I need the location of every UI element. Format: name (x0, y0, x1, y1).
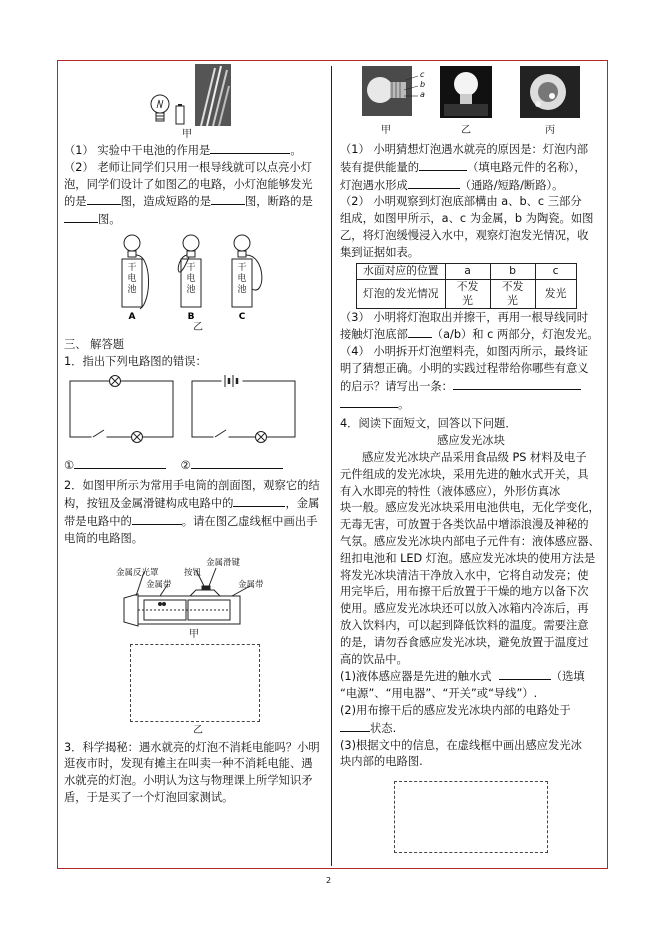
answer-blank[interactable] (419, 159, 467, 171)
figure-caption-jia-2: 甲 (189, 628, 199, 640)
article-line: 高的饮品中。 (340, 652, 408, 666)
question-3-1-answers: ① ② (64, 457, 326, 475)
sub-question-3-line1: (3)根据文中的信息，在虚线框中画出感应发光冰 (340, 738, 582, 752)
part-1-line2: 装有提供能量的 （填电路元件的名称）， (340, 160, 586, 174)
question-3-2-line4: 电筒的电路图。 (64, 531, 144, 545)
question-3-3-line1: 3．科学揭秘：遇水就亮的灯泡不消耗电能吗？小明 (64, 740, 320, 754)
question-2-1: （1） 实验中干电池的作用是 。 (64, 144, 302, 157)
label-metal-reflector: 金属反光罩 (116, 567, 159, 578)
question-4-title: 4．阅读下面短文，回答以下问题． (340, 417, 517, 431)
column-divider (331, 66, 332, 866)
table-row (357, 263, 577, 279)
article-line: 纽扣电池和 LED 灯泡。感应发光冰块的使用方法是 (340, 551, 596, 565)
part-3-line2: 接触灯泡底部 （a/b）和 c 两部分，灯泡发光。 (340, 328, 599, 342)
sub-question-2-line2: 状态. (340, 720, 602, 738)
question-3-1: 1．指出下列电路图的错误： (64, 354, 207, 368)
observation-table (356, 263, 577, 309)
part-3-line1: （3） 小明将灯泡取出并擦干，再用一根导线同时 (340, 310, 589, 324)
article-line: 使用。感应发光冰块还可以放入冰箱内冷冻后，再 (340, 602, 589, 616)
right-column (340, 64, 602, 853)
part-4-line4: 。 (340, 396, 602, 414)
table-cell: 灯泡的发光情况 (357, 279, 446, 308)
article-line: 用完毕后，用布擦干后放置于干燥的地方以备下次 (340, 585, 589, 599)
part-4-line1: （4） 小明拆开灯泡塑料壳，如图丙所示，最终证 (340, 345, 589, 359)
photo-labels: c b a (420, 70, 426, 99)
answer-blank[interactable] (340, 396, 398, 408)
answer-blank[interactable] (453, 378, 581, 390)
figure-caption-yi: 乙 (193, 321, 203, 333)
bulb-label-b: B (187, 311, 195, 322)
answer-blank[interactable] (210, 142, 290, 154)
bulb-icon (151, 95, 169, 121)
article-line: 感应发光冰块产品采用食品级 PS 材料及电子 (362, 450, 587, 464)
table-cell: 水面对应的位置 (357, 263, 446, 279)
bulb-label-a: A (128, 311, 136, 322)
part-2-line1: （2） 小明观察到灯泡底部構由 a、b、c 三部分 (340, 195, 582, 209)
article-title: 感应发光冰块 (437, 434, 505, 448)
battery-label-b: 干 电 池 (186, 262, 196, 295)
part-1-line3: 灯泡遇水形成 （通路/短路/断路）。 (340, 178, 564, 192)
sub-question-3-line2: 块内部的电路图. (340, 755, 423, 769)
table-cell: 不发光 (445, 279, 490, 308)
part-4-line3: 的启示？请写出一条： (340, 378, 602, 396)
question-3-2-line1: 2．如图甲所示为常用手电筒的剖面图，观察它的结 (64, 479, 320, 493)
label-metal-slider: 金属滑键 (206, 557, 241, 568)
question-3-3-line2: 逛夜市时，发现有摊主在叫卖一种不消耗电能、遇 (64, 757, 313, 771)
question-3-3-line4: 盾，于是买了一个灯泡回家测试。 (64, 790, 234, 804)
answer-blank[interactable] (87, 193, 121, 205)
article-line: 有入水即亮的特性（液体感应），外形仿真冰 (340, 484, 561, 498)
label-metal-strip-right: 金属带 (238, 579, 264, 590)
photo-caption-jia: 甲 (381, 125, 391, 136)
table-cell: 发光 (535, 279, 576, 308)
figure-faulty-circuits (64, 371, 326, 457)
drawing-box-ice-cube[interactable] (394, 781, 548, 853)
sub-question-1-line2: “电源”、“用电器”、“开关”或“导线”）. (340, 687, 538, 701)
article-line: 放入饮料内，可以起到降低饮料的温度。需要注意 (340, 618, 589, 632)
figure-caption-jia: 甲 (182, 129, 192, 140)
bulb-in-water-photo (440, 66, 492, 118)
figure-caption-yi-2: 乙 (193, 724, 203, 736)
part-2-line3: 乙，将灯泡缓慢浸入水中，观察灯泡发光情况，收 (340, 228, 589, 242)
article-line: 的是，请勿吞食感应发光冰块，避免放置于温度过 (340, 635, 589, 649)
wires-photo (195, 64, 231, 126)
photo-caption-yi: 乙 (461, 125, 471, 136)
battery-label-c: 干 电 池 (237, 262, 247, 295)
figure-bulb-photos (340, 64, 602, 142)
circuit-diagram-2 (192, 373, 295, 443)
answer-blank[interactable] (74, 457, 166, 469)
answer-blank[interactable] (499, 668, 551, 680)
answer-blank[interactable] (340, 720, 370, 732)
question-2-2-line4: 图。 (64, 211, 326, 229)
part-2-line4: 集到证据如表。 (340, 245, 420, 259)
photo-caption-bing: 丙 (545, 125, 555, 136)
bulb-opened-photo (520, 66, 580, 118)
battery-label-a: 干 电 池 (127, 262, 137, 295)
figure-bulb-battery-wires (64, 64, 326, 142)
article-line: 气氛。感应发光冰块内部电子元件有：液体感应器、 (340, 534, 600, 548)
answer-blank[interactable] (191, 457, 283, 469)
question-2-2-line1: （2） 老师让同学们只用一根导线就可以点亮小灯 (64, 160, 313, 174)
article-line: 元件组成的发光冰块，采用先进的触水式开关，具 (340, 467, 589, 481)
battery-icon (176, 104, 184, 124)
drawing-box-flashlight[interactable] (130, 644, 260, 722)
table-cell: a (445, 263, 490, 279)
question-3-3-line3: 水就亮的灯泡。小明认为这与物理课上所学知识矛 (64, 774, 313, 788)
left-column (64, 64, 326, 807)
circuit-diagram-1 (70, 375, 173, 443)
label-button: 按钮 (184, 567, 202, 578)
label-metal-strip-left: 金属带 (146, 579, 172, 590)
sub-question-1-line1: (1)液体感应器是先进的触水式 （选填 (340, 670, 585, 684)
part-4-line2: 明了猜想正确。小明的实践过程带给你哪些有意义 (340, 361, 589, 375)
article-line: 块一般。感应发光冰块采用电池供电，无化学变化， (340, 501, 600, 515)
answer-blank[interactable] (132, 513, 182, 525)
table-cell: b (490, 263, 535, 279)
answer-blank[interactable] (233, 495, 285, 507)
sub-question-2-line1: (2)用布擦干后的感应发光冰块内部的电路处于 (340, 703, 571, 717)
article-line: 将发光冰块清洁干净放入水中，它将自动发亮；使 (340, 568, 589, 582)
question-3-2-line2: 构，按钮及金属滑键构成电路中的 ，金属 (64, 497, 320, 511)
part-2-line2: 组成，如图甲所示，a、c 为金属，b 为陶瓷。如图 (340, 212, 594, 226)
question-3-2-line3: 带是电路中的 。请在图乙虚线框中画出手 (64, 514, 318, 528)
bulb-base-photo (362, 66, 418, 116)
answer-blank[interactable] (408, 177, 460, 189)
answer-blank[interactable] (64, 211, 98, 223)
table-row (357, 279, 577, 308)
article-body (340, 450, 602, 668)
section-heading: 三、 解答题 (64, 337, 125, 351)
article-line: 无毒无害，可放置于各类饮品中增添浪漫及神秘的 (340, 518, 589, 532)
question-2-2-line2: 泡，同学们设计了如图乙的电路，小灯泡能够发光 (64, 177, 313, 191)
bulb-label-c: C (238, 311, 246, 322)
figure-three-circuits (64, 229, 326, 335)
answer-blank[interactable] (408, 326, 432, 338)
table-cell: 不发光 (490, 279, 535, 308)
part-1-line1: （1） 小明猜想灯泡遇水就亮的原因是：灯泡内部 (340, 143, 589, 156)
figure-flashlight (64, 548, 326, 640)
question-2-2-line3: 的是 图，造成短路的是 图，断路的是 (64, 195, 313, 209)
answer-blank[interactable] (211, 193, 245, 205)
table-cell: c (535, 263, 576, 279)
page-number: 2 (326, 876, 332, 885)
